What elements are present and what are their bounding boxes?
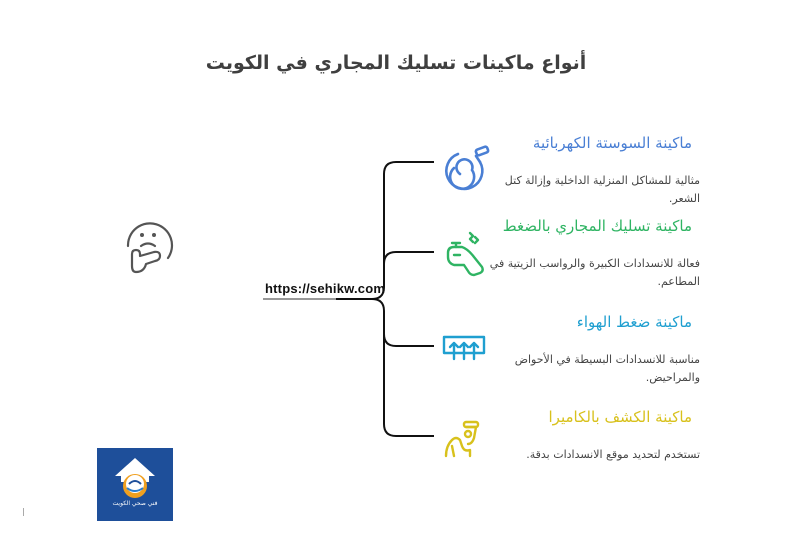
machine-heading: ماكينة ضغط الهواء (576, 313, 692, 331)
thinking-face-icon (122, 216, 178, 276)
text-cursor-mark (23, 508, 24, 516)
machine-description: مثالية للمشاكل المنزلية الداخلية وإزالة كتل الشعر. (504, 174, 700, 205)
company-logo (97, 448, 173, 521)
diagram-title: أنواع ماكينات تسليك المجاري في الكويت (205, 52, 587, 74)
logo-text: فني صحي الكويت (112, 500, 158, 507)
machine-description: فعالة للانسدادات الكبيرة والرواسب الزيتية في المطاعم. (489, 257, 700, 288)
machine-heading: ماكينة الكشف بالكاميرا (548, 408, 692, 426)
machine-heading: ماكينة تسليك المجاري بالضغط (502, 217, 692, 235)
machine-description: تستخدم لتحديد موقع الانسدادات بدقة. (526, 448, 700, 461)
machine-heading: ماكينة السوستة الكهربائية (532, 134, 692, 152)
house-gear-icon (97, 448, 173, 521)
machine-description: مناسبة للانسدادات البسيطة في الأحواض والمراحيض. (514, 353, 700, 384)
website-label: https://sehikw.com (265, 281, 386, 296)
